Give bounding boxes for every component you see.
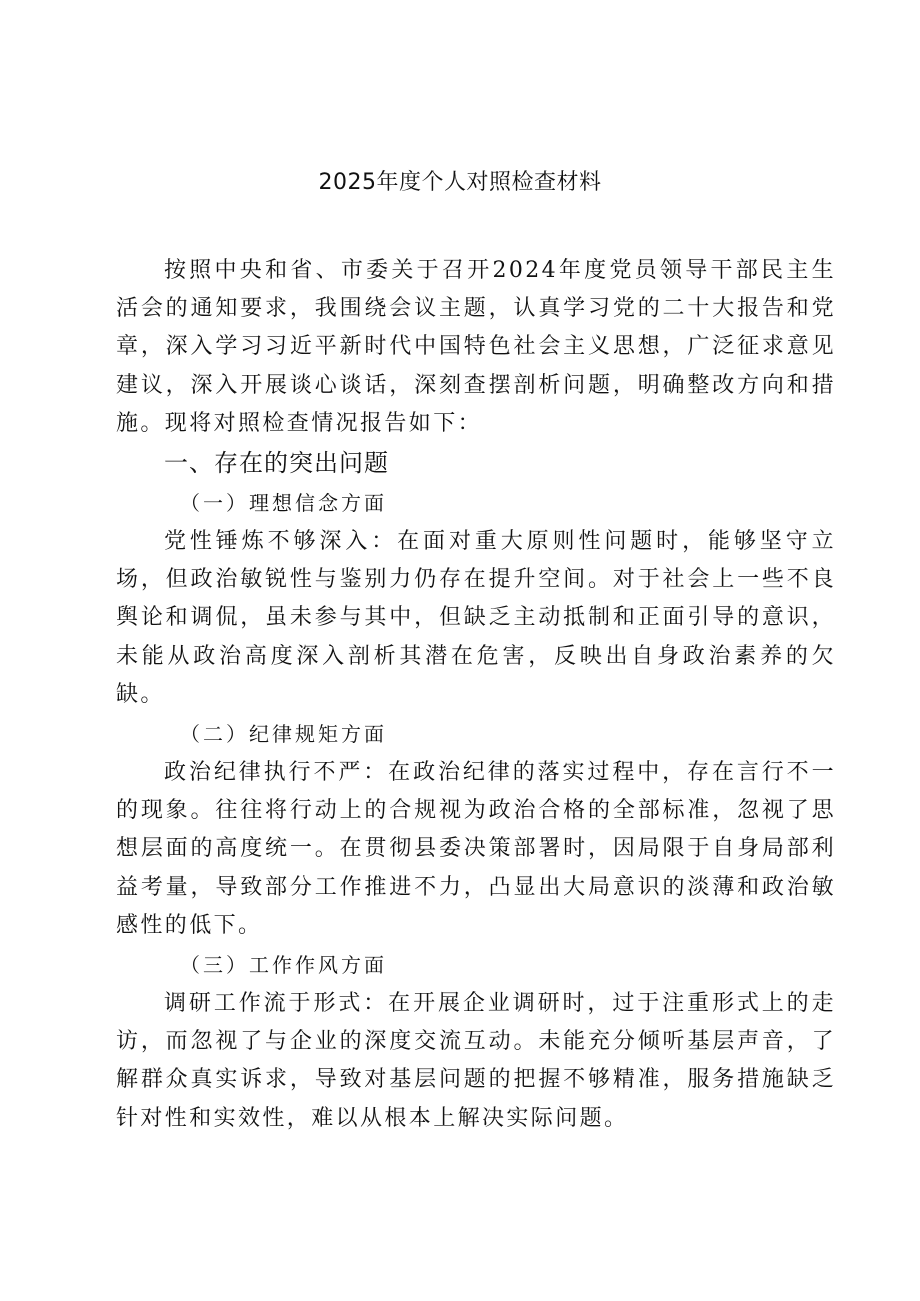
paragraph-ideals: 党性锤炼不够深入：在面对重大原则性问题时，能够坚守立场，但政治敏锐性与鉴别力仍存在提升空间。对于社会上一些不良舆论和调侃，虽未参与其中，但缺乏主动抵制和正面引导的意识，未能从政治高度深入剖析其潜在危害，反映出自身政治素养的欠缺。 [116, 529, 836, 707]
subsection-heading-discipline: （二）纪律规矩方面 [180, 722, 387, 747]
section-heading-problems: 一、存在的突出问题 [164, 449, 389, 478]
subsection-heading-work-style: （三）工作作风方面 [180, 953, 387, 978]
subsection-heading-ideals: （一）理想信念方面 [180, 491, 387, 516]
document-body [116, 252, 836, 1138]
paragraph-work-style: 调研工作流于形式：在开展企业调研时，过于注重形式上的走访，而忽视了与企业的深度交流互动。未能充分倾听基层声音，了解群众真实诉求，导致对基层问题的把握不够精准，服务措施缺乏针对性和实效性，难以从根本上解决实际问题。 [116, 991, 836, 1131]
intro-paragraph: 按照中央和省、市委关于召开2024年度党员领导干部民主生活会的通知要求，我围绕会议主题，认真学习党的二十大报告和党章，深入学习习近平新时代中国特色社会主义思想，广泛征求意见建议，深入开展谈心谈话，深刻查摆剖析问题，明确整改方向和措施。现将对照检查情况报告如下： [116, 258, 836, 436]
document-title: 2025年度个人对照检查材料 [318, 170, 602, 195]
paragraph-discipline: 政治纪律执行不严：在政治纪律的落实过程中，存在言行不一的现象。往往将行动上的合规视为政治合格的全部标准，忽视了思想层面的高度统一。在贯彻县委决策部署时，因局限于自身局部利益考量，导致部分工作推进不力，凸显出大局意识的淡薄和政治敏感性的低下。 [116, 760, 836, 938]
